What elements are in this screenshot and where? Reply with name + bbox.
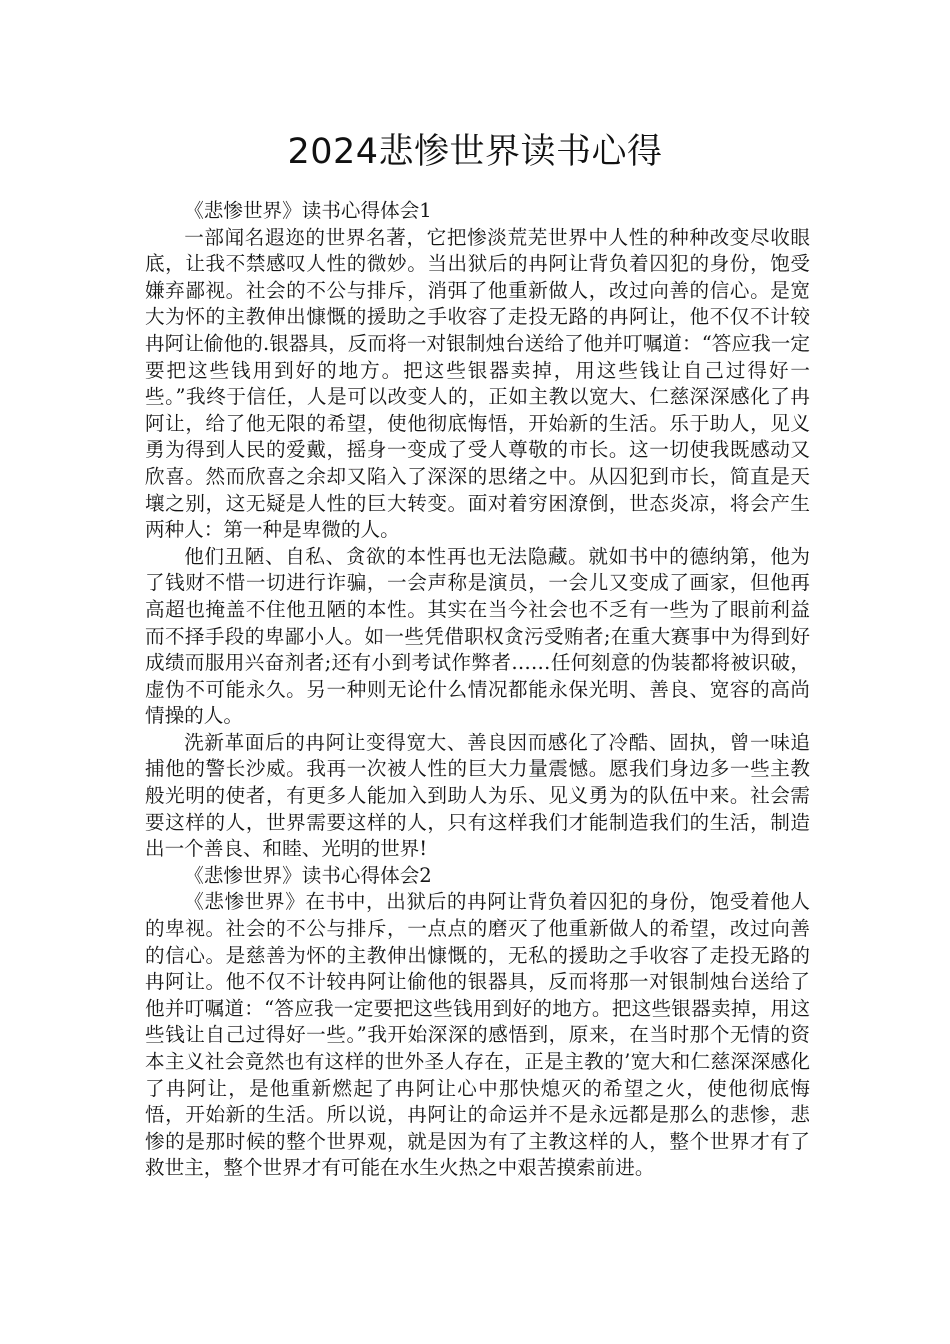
section-heading-2: 《悲惨世界》读书心得体会2 [184,863,432,887]
body-paragraph: 洗新革面后的冉阿让变得宽大、善良因而感化了冷酷、固执，曾一味追捕他的警长沙威。我再一次被人性的巨大力量震憾。愿我们身边多一些主教般光明的使者，有更多人能加入到助人为乐、见义勇为的队伍中来。社会需要这样的人，世界需要这样的人，只有这样我们才能制造我们的生活，制造出一个善良、和睦、光明的世界! [145,730,810,861]
document-body [145,198,810,1182]
body-paragraph: 他们丑陋、自私、贪欲的本性再也无法隐藏。就如书中的德纳第，他为了钱财不惜一切进行诈骗，一会声称是演员，一会儿又变成了画家，但他再高超也掩盖不住他丑陋的本性。其实在当今社会也不乏有一些为了眼前利益而不择手段的卑鄙小人。如一些凭借职权贪污受贿者;在重大赛事中为得到好成绩而服用兴奋剂者;还有小到考试作弊者……任何刻意的伪装都将被识破，虚伪不可能永久。另一种则无论什么情况都能永保光明、善良、宽容的高尚情操的人。 [145,544,810,728]
body-paragraph: 《悲惨世界》在书中，出狱后的冉阿让背负着囚犯的身份，饱受着他人的卑视。社会的不公与排斥，一点点的磨灭了他重新做人的希望，改过向善的信心。是慈善为怀的主教伸出慷慨的，无私的援助之手收容了走投无路的冉阿让。他不仅不计较冉阿让偷他的银器具，反而将那一对银制烛台送给了他并叮嘱道：“答应我一定要把这些钱用到好的地方。把这些银器卖掉，用这些钱让自己过得好一些。”我开始深深的感悟到，原来，在当时那个无情的资本主义社会竟然也有这样的世外圣人存在，正是主教的’宽大和仁慈深深感化了冉阿让，是他重新燃起了冉阿让心中那快熄灭的希望之火，使他彻底悔悟，开始新的生活。所以说，冉阿让的命运并不是永远都是那么的悲惨，悲惨的是那时候的整个世界观，就是因为有了主教这样的人，整个世界才有了救世主，整个世界才有可能在水生火热之中艰苦摸索前进。 [145,890,810,1180]
body-paragraph: 一部闻名遐迩的世界名著，它把惨淡荒芜世界中人性的种种改变尽收眼底，让我不禁感叹人性的微妙。当出狱后的冉阿让背负着囚犯的身份，饱受嫌弃鄙视。社会的不公与排斥，消弭了他重新做人，改过向善的信心。是宽大为怀的主教伸出慷慨的援助之手收容了走投无路的冉阿让，他不仅不计较冉阿让偷他的.银器具，反而将一对银制烛台送给了他并叮嘱道：“答应我一定要把这些钱用到好的地方。把这些银器卖掉，用这些钱让自己过得好一些。”我终于信任，人是可以改变人的，正如主教以宽大、仁慈深深感化了冉阿让，给了他无限的希望，使他彻底悔悟，开始新的生活。乐于助人，见义勇为得到人民的爱戴，摇身一变成了受人尊敬的市长。这一切使我既感动又欣喜。然而欣喜之余却又陷入了深深的思绪之中。从囚犯到市长，简直是天壤之别，这无疑是人性的巨大转变。面对着穷困潦倒，世态炎凉，将会产生两种人：第一种是卑微的人。 [145,225,810,542]
document-title: 2024悲惨世界读书心得 [287,132,663,172]
section-heading-1: 《悲惨世界》读书心得体会1 [184,199,432,222]
